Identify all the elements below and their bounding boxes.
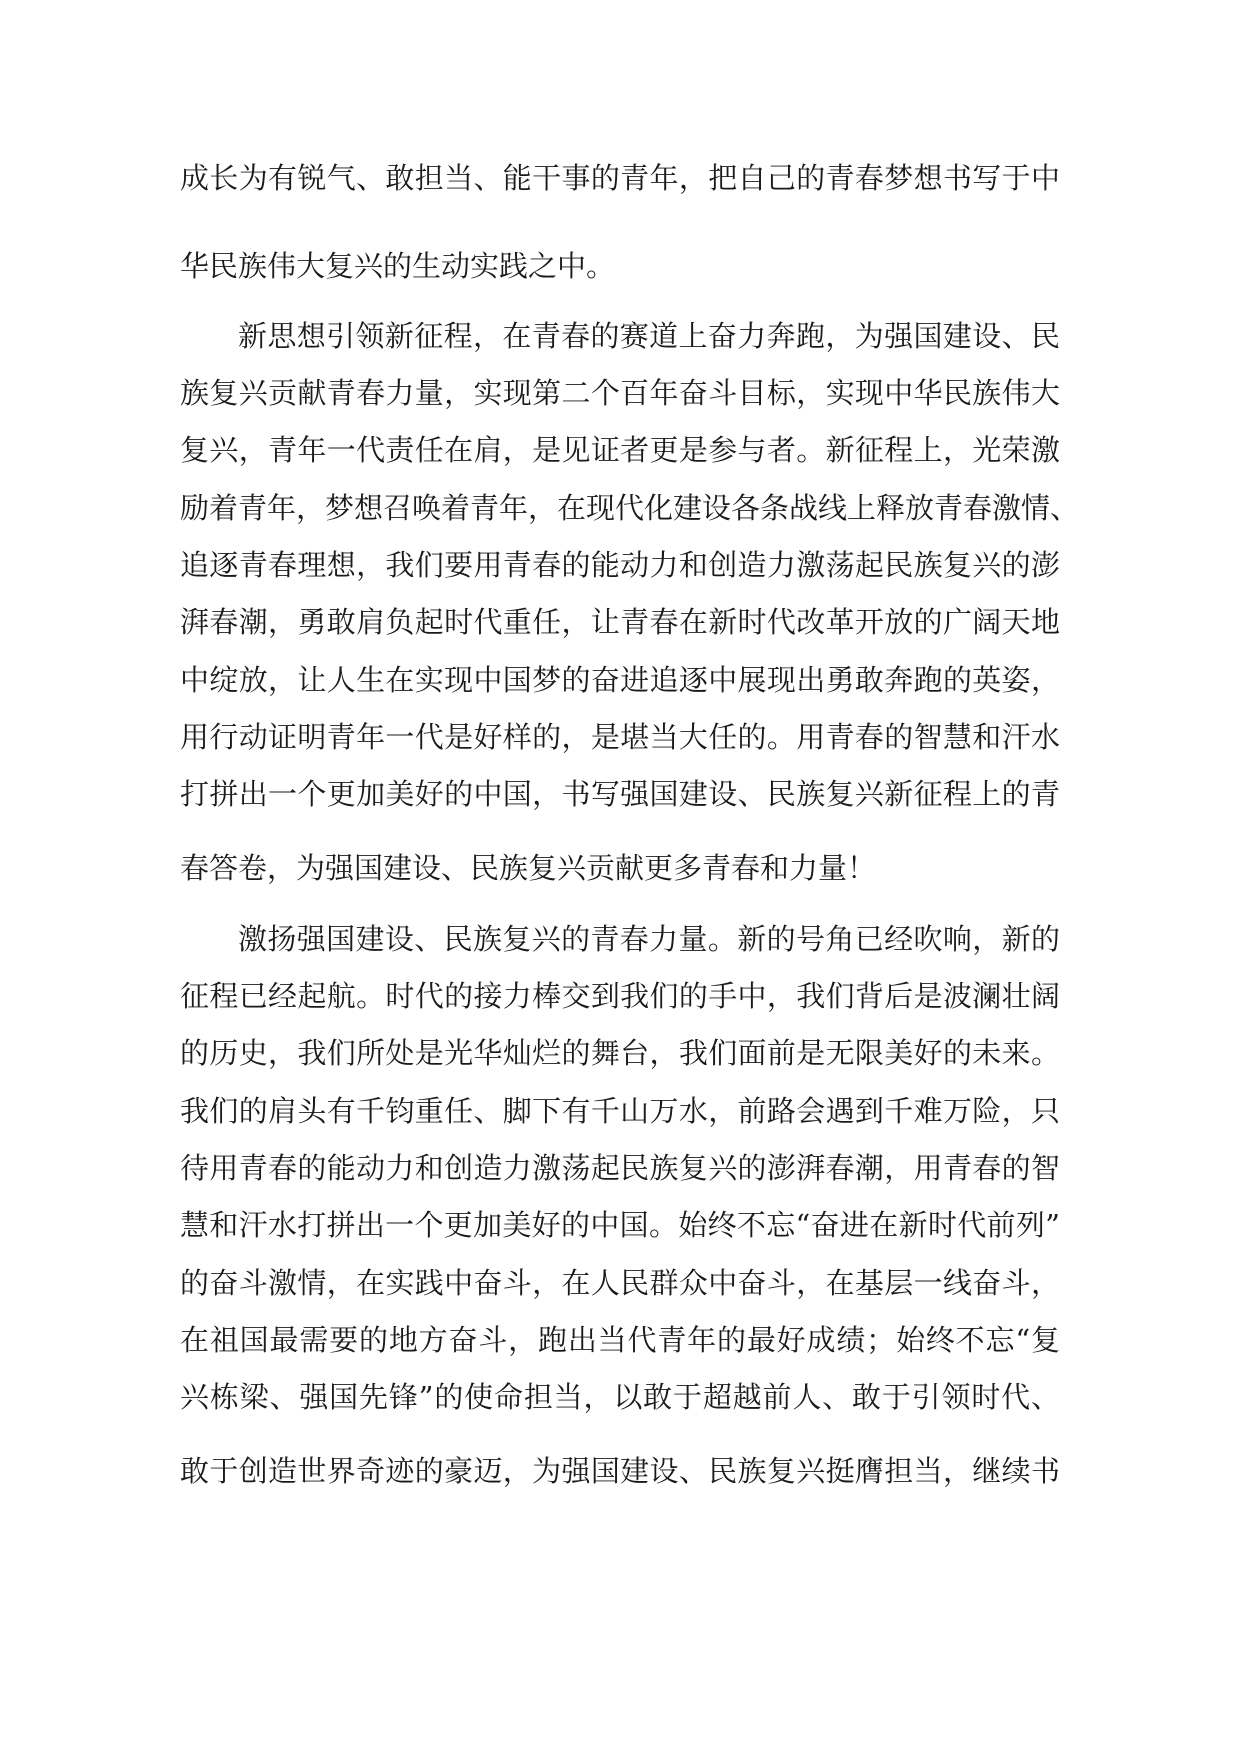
text-line: 在祖国最需要的地方奋斗，跑出当代青年的最好成绩；始终不忘“复 — [180, 1323, 1060, 1357]
text-line: 成长为有锐气、敢担当、能干事的青年，把自己的青春梦想书写于中 — [180, 161, 1060, 195]
text-line: 的奋斗激情，在实践中奋斗，在人民群众中奋斗，在基层一线奋斗， — [180, 1266, 1060, 1300]
text-line: 征程已经起航。时代的接力棒交到我们的手中，我们背后是波澜壮阔 — [180, 979, 1060, 1013]
text-line: 湃春潮，勇敢肩负起时代重任，让青春在新时代改革开放的广阔天地 — [180, 605, 1060, 639]
text-line: 慧和汗水打拼出一个更加美好的中国。始终不忘“奋进在新时代前列” — [180, 1208, 1060, 1242]
paragraph-first-line: 新思想引领新征程，在青春的赛道上奋力奔跑，为强国建设、民 — [238, 319, 1060, 353]
paragraph-first-line: 激扬强国建设、民族复兴的青春力量。新的号角已经吹响，新的 — [238, 922, 1060, 956]
text-line: 追逐青春理想，我们要用青春的能动力和创造力激荡起民族复兴的澎 — [180, 548, 1060, 582]
text-line: 族复兴贡献青春力量，实现第二个百年奋斗目标，实现中华民族伟大 — [180, 376, 1060, 410]
text-line: 励着青年，梦想召唤着青年，在现代化建设各条战线上释放青春激情、 — [180, 491, 1080, 525]
text-line: 的历史，我们所处是光华灿烂的舞台，我们面前是无限美好的未来。 — [180, 1036, 1060, 1070]
text-line: 中绽放，让人生在实现中国梦的奋进追逐中展现出勇敢奔跑的英姿， — [180, 663, 1060, 697]
text-line: 复兴，青年一代责任在肩，是见证者更是参与者。新征程上，光荣激 — [180, 433, 1060, 467]
text-line: 敢于创造世界奇迹的豪迈，为强国建设、民族复兴挺膺担当，继续书 — [180, 1454, 1060, 1488]
text-line: 我们的肩头有千钧重任、脚下有千山万水，前路会遇到千难万险，只 — [180, 1094, 1060, 1128]
text-line: 打拼出一个更加美好的中国，书写强国建设、民族复兴新征程上的青 — [180, 777, 1060, 811]
text-line: 兴栋梁、强国先锋”的使命担当，以敢于超越前人、敢于引领时代、 — [180, 1380, 1060, 1414]
text-line: 春答卷，为强国建设、民族复兴贡献更多青春和力量！ — [180, 851, 877, 885]
text-line: 华民族伟大复兴的生动实践之中。 — [180, 249, 616, 283]
text-line: 用行动证明青年一代是好样的，是堪当大任的。用青春的智慧和汗水 — [180, 720, 1060, 754]
text-line: 待用青春的能动力和创造力激荡起民族复兴的澎湃春潮，用青春的智 — [180, 1151, 1060, 1185]
